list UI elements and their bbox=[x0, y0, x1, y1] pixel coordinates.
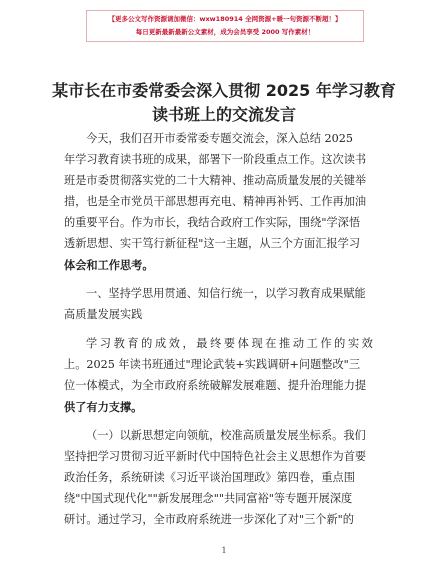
body-line: 坚持把学习贯彻习近平新时代中国特色社会主义思想作为首要 bbox=[64, 450, 367, 463]
subsection-line: （一）以新思想定向领航，校准高质量发展坐标系。我们 bbox=[86, 429, 366, 442]
body-line: 措，也是全市党员干部思想再充电、精神再补钙、工作再加油 bbox=[64, 195, 367, 208]
body-line: 政治任务，系统研读《习近平谈治国理政》第四卷，重点围 bbox=[64, 471, 355, 484]
body-line: 位一体模式，为全市政府系统破解发展难题、提升治理能力提 bbox=[64, 379, 367, 392]
body-line: 绕"中国式现代化""新发展理念""共同富裕"等专题开展深度 bbox=[64, 492, 353, 505]
body-line: 年学习教育读书班的成果，部署下一阶段重点工作。这次读书 bbox=[64, 153, 367, 166]
body-line: 的重要平台。作为市长，我结合政府工作实际，围绕"学深悟 bbox=[64, 216, 361, 229]
section-heading-line-1: 一、坚持学思用贯通、知信行统一，以学习教育成果赋能 bbox=[86, 287, 366, 300]
document-title-line-1: 某市长在市委常委会深入贯彻 2025 年学习教育 bbox=[52, 81, 396, 100]
body-line: 透新思想、实干笃行新征程"这一主题，从三个方面汇报学习 bbox=[64, 237, 361, 250]
promo-banner bbox=[86, 10, 364, 42]
body-line: 上。2025 年读书班通过"理论武装+实践调研+问题整改"三 bbox=[64, 358, 361, 371]
body-line: 学习教育的成效，最终要体现在推动工作的实效 bbox=[86, 337, 376, 350]
body-line: 班是市委贯彻落实党的二十大精神、推动高质量发展的关键举 bbox=[64, 174, 367, 187]
body-line: 供了有力支撑。 bbox=[64, 400, 143, 414]
section-heading-line-2: 高质量发展实践 bbox=[64, 308, 143, 321]
document-title-line-2: 读书班上的交流发言 bbox=[151, 105, 296, 124]
body-line: 研讨。通过学习，全市政府系统进一步深化了对"三个新"的 bbox=[64, 513, 354, 526]
body-line: 体会和工作思考。 bbox=[64, 258, 154, 272]
promo-banner-line-2: 每日更新最新最新公文素材，成为会员享受 2000 写作素材！ bbox=[135, 28, 315, 36]
body-line: 今天，我们召开市委常委专题交流会，深入总结 2025 bbox=[86, 132, 353, 145]
page-number: 1 bbox=[221, 546, 227, 555]
promo-banner-line-1: 【更多公文写作资源请加微信：wxw180914 全网资源+暖一句资源不断超！】 bbox=[108, 15, 342, 23]
